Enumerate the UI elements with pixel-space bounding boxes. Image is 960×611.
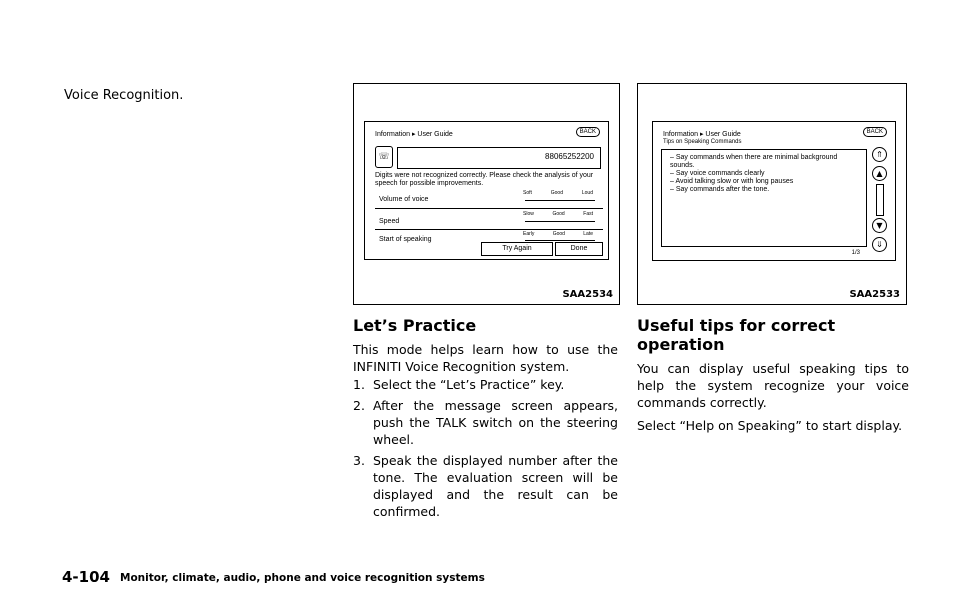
scroll-top-icon[interactable]: ⇑ <box>872 147 887 162</box>
back-button[interactable]: BACK <box>576 127 600 137</box>
section-intro: This mode helps learn how to use the INFINITI Voice Recognition system. <box>353 342 618 374</box>
section-useful-tips <box>637 316 909 434</box>
try-again-button[interactable]: Try Again <box>481 242 553 256</box>
figure-evaluation-screen <box>353 83 620 305</box>
scroll-up-icon[interactable]: ▲ <box>872 166 887 181</box>
scrollbar[interactable] <box>876 184 884 216</box>
step-1: 1. Select the “Let’s Practice” key. <box>353 377 565 392</box>
intro-text: Voice Recognition. <box>64 88 184 103</box>
done-button[interactable]: Done <box>555 242 603 256</box>
figure-tips-screen <box>637 83 907 305</box>
speed-label: Speed <box>379 218 400 225</box>
figure-code: SAA2534 <box>562 289 613 300</box>
page-indicator: 1/3 <box>851 250 860 256</box>
row-divider <box>375 208 603 209</box>
section-heading: Useful tips for correct operation <box>637 316 836 354</box>
scroll-bottom-icon[interactable]: ⇓ <box>872 237 887 252</box>
page-number: 4-104 <box>62 568 110 586</box>
back-button[interactable]: BACK <box>863 127 887 137</box>
section-lets-practice <box>353 316 618 375</box>
figure-code: SAA2533 <box>849 289 900 300</box>
tip-item: – Say voice commands clearly <box>670 170 765 177</box>
tips-panel <box>661 149 867 256</box>
tip-item: – Say commands after the tone. <box>670 186 770 193</box>
volume-line <box>525 200 595 201</box>
screen-frame <box>652 121 896 261</box>
tip-item: – Say commands when there are minimal background sounds. <box>670 154 838 169</box>
phone-icon: ☏ <box>375 146 393 168</box>
chapter-title: Monitor, climate, audio, phone and voice recognition systems <box>120 572 485 584</box>
section-paragraph: Select “Help on Speaking” to start display. <box>637 418 903 433</box>
start-line <box>525 240 595 241</box>
evaluation-message: Digits were not recognized correctly. Please check the analysis of your speech for possible improvements. <box>375 172 594 187</box>
row-divider <box>375 229 603 230</box>
volume-label: Volume of voice <box>379 196 429 203</box>
speed-line <box>525 221 595 222</box>
speed-scale: Slow Good Fast <box>523 211 593 217</box>
step-2: 2. After the message screen appears, push the TALK switch on the steering wheel. <box>353 398 618 447</box>
screen-frame <box>364 121 609 260</box>
screen-breadcrumb: Information ▸ User Guide <box>663 131 741 138</box>
section-paragraph: You can display useful speaking tips to help the system recognize your voice commands correctly. <box>637 361 909 410</box>
start-label: Start of speaking <box>379 236 432 243</box>
scroll-down-icon[interactable]: ▼ <box>872 218 887 233</box>
tip-item: – Avoid talking slow or with long pauses <box>670 178 794 185</box>
tips-subtitle: Tips on Speaking Commands <box>663 139 742 145</box>
number-display: 88065252200 <box>397 147 601 169</box>
step-3: 3. Speak the displayed number after the tone. The evaluation screen will be displayed and the result can be confirmed. <box>353 453 618 519</box>
start-scale: Early Good Late <box>523 231 593 237</box>
section-heading: Let’s Practice <box>353 316 477 335</box>
screen-breadcrumb: Information ▸ User Guide <box>375 131 453 138</box>
volume-scale: Soft Good Loud <box>523 190 593 196</box>
